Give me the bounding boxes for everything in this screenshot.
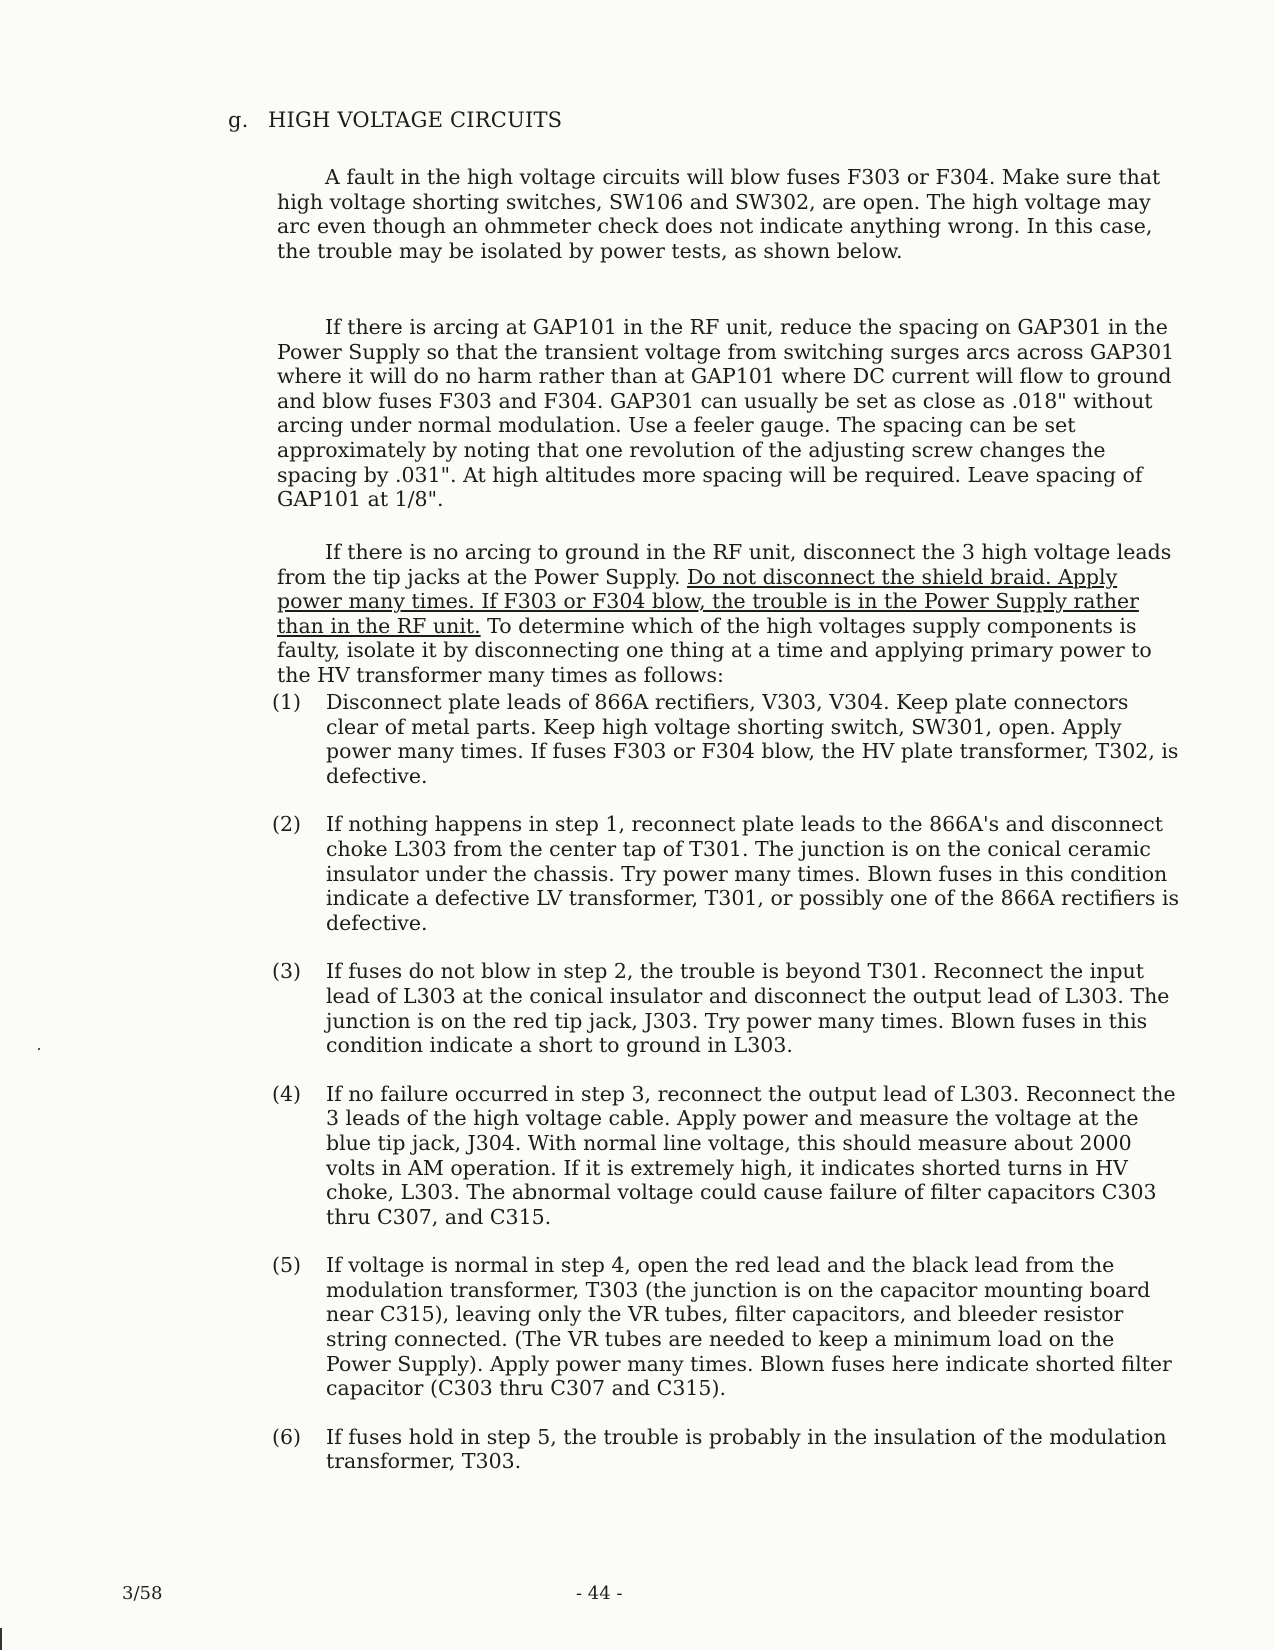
section-title: HIGH VOLTAGE CIRCUITS — [268, 108, 563, 132]
step-item — [272, 690, 1184, 788]
scan-edge-mark — [0, 1628, 2, 1650]
step-item — [272, 959, 1184, 1057]
step-item — [272, 812, 1184, 935]
paragraph-no-arcing-underlined: Do not disconnect the shield braid. Apply power many times. If F303 or F304 blow, the trouble is in the Power Supply rather than in the RF unit. — [277, 564, 1139, 638]
step-item — [272, 1425, 1184, 1474]
paragraph-arcing-gap: If there is arcing at GAP101 in the RF unit, reduce the spacing on GAP301 in the Power Supply so that the transient voltage from switching surges arcs across GAP301 where it will do no harm rather than at GAP101 where DC current will flow to ground and blow fuses F303 and F304. GAP301 can usually be set as close as .018" without arcing under normal modulation. Use a feeler gauge. The spacing can be set approximately by noting that one revolution of the adjusting screw changes the spacing by .031". At high altitudes more spacing will be required. Leave spacing of GAP101 at 1/8". — [277, 315, 1175, 512]
paragraph-fault-intro: A fault in the high voltage circuits will blow fuses F303 or F304. Make sure that high voltage shorting switches, SW106 and SW302, are open. The high voltage may arc even though an ohmmeter check does not indicate anything wrong. In this case, the trouble may be isolated by power tests, as shown below. — [277, 165, 1161, 263]
step-text: If no failure occurred in step 3, reconnect the output lead of L303. Reconnect the 3 leads of the high voltage cable. Apply power and measure the voltage at the blue tip jack, J304. With normal line voltage, this should measure about 2000 volts in AM operation. If it is extremely high, it indicates shorted turns in HV choke, L303. The abnormal voltage could cause failure of filter capacitors C303 thru C307, and C315. — [326, 1081, 1176, 1229]
footer-page-number: - 44 - — [576, 1583, 623, 1604]
paragraph-no-arcing-tail: To determine which of the high voltages supply components is faulty, isolate it by disconnecting one thing at a time and applying primary power to the HV transformer many times as follows: — [277, 613, 1152, 687]
step-text: If nothing happens in step 1, reconnect plate leads to the 866A's and disconnect choke L303 from the center tap of T301. The junction is on the conical ceramic insulator under the chassis. Try power many times. Blown fuses in this condition indicate a defective LV transformer, T301, or possibly one of the 866A rectifiers is defective. — [326, 812, 1180, 935]
scan-speck — [38, 1048, 40, 1050]
section-heading — [228, 108, 562, 132]
paragraph-no-arcing — [277, 540, 1181, 688]
step-number: (6) — [272, 1424, 302, 1449]
step-text: Disconnect plate leads of 866A rectifiers, V303, V304. Keep plate connectors clear of metal parts. Keep high voltage shorting switch, SW301, open. Apply power many times. If fuses F303 or F304 blow, the HV plate transformer, T302, is defective. — [326, 690, 1179, 788]
step-number: (3) — [272, 959, 302, 984]
step-number: (2) — [272, 812, 302, 837]
step-text: If fuses hold in step 5, the trouble is probably in the insulation of the modulation transformer, T303. — [326, 1424, 1167, 1474]
footer-date: 3/58 — [122, 1583, 163, 1604]
step-item — [272, 1082, 1184, 1230]
paragraph-no-arcing-lead: If there is no arcing to ground in the RF unit, disconnect the 3 high voltage leads from the tip jacks at the Power Supply. — [277, 540, 1172, 589]
section-letter: g. — [228, 108, 249, 132]
step-text: If voltage is normal in step 4, open the red lead and the black lead from the modulation transformer, T303 (the junction is on the capacitor mounting board near C315), leaving only the VR tubes, filter capacitors, and bleeder resistor string connected. (The VR tubes are needed to keep a minimum load on the Power Supply). Apply power many times. Blown fuses here indicate shorted filter capacitor (C303 thru C307 and C315). — [326, 1253, 1172, 1401]
step-number: (1) — [272, 690, 302, 714]
step-text: If fuses do not blow in step 2, the trouble is beyond T301. Reconnect the input lead of L303 at the conical insulator and disconnect the output lead of L303. The junction is on the red tip jack, J303. Try power many times. Blown fuses in this condition indicate a short to ground in L303. — [326, 959, 1170, 1058]
step-item — [272, 1253, 1184, 1401]
step-number: (4) — [272, 1081, 302, 1106]
step-number: (5) — [272, 1253, 302, 1278]
troubleshooting-steps — [272, 690, 1184, 1474]
